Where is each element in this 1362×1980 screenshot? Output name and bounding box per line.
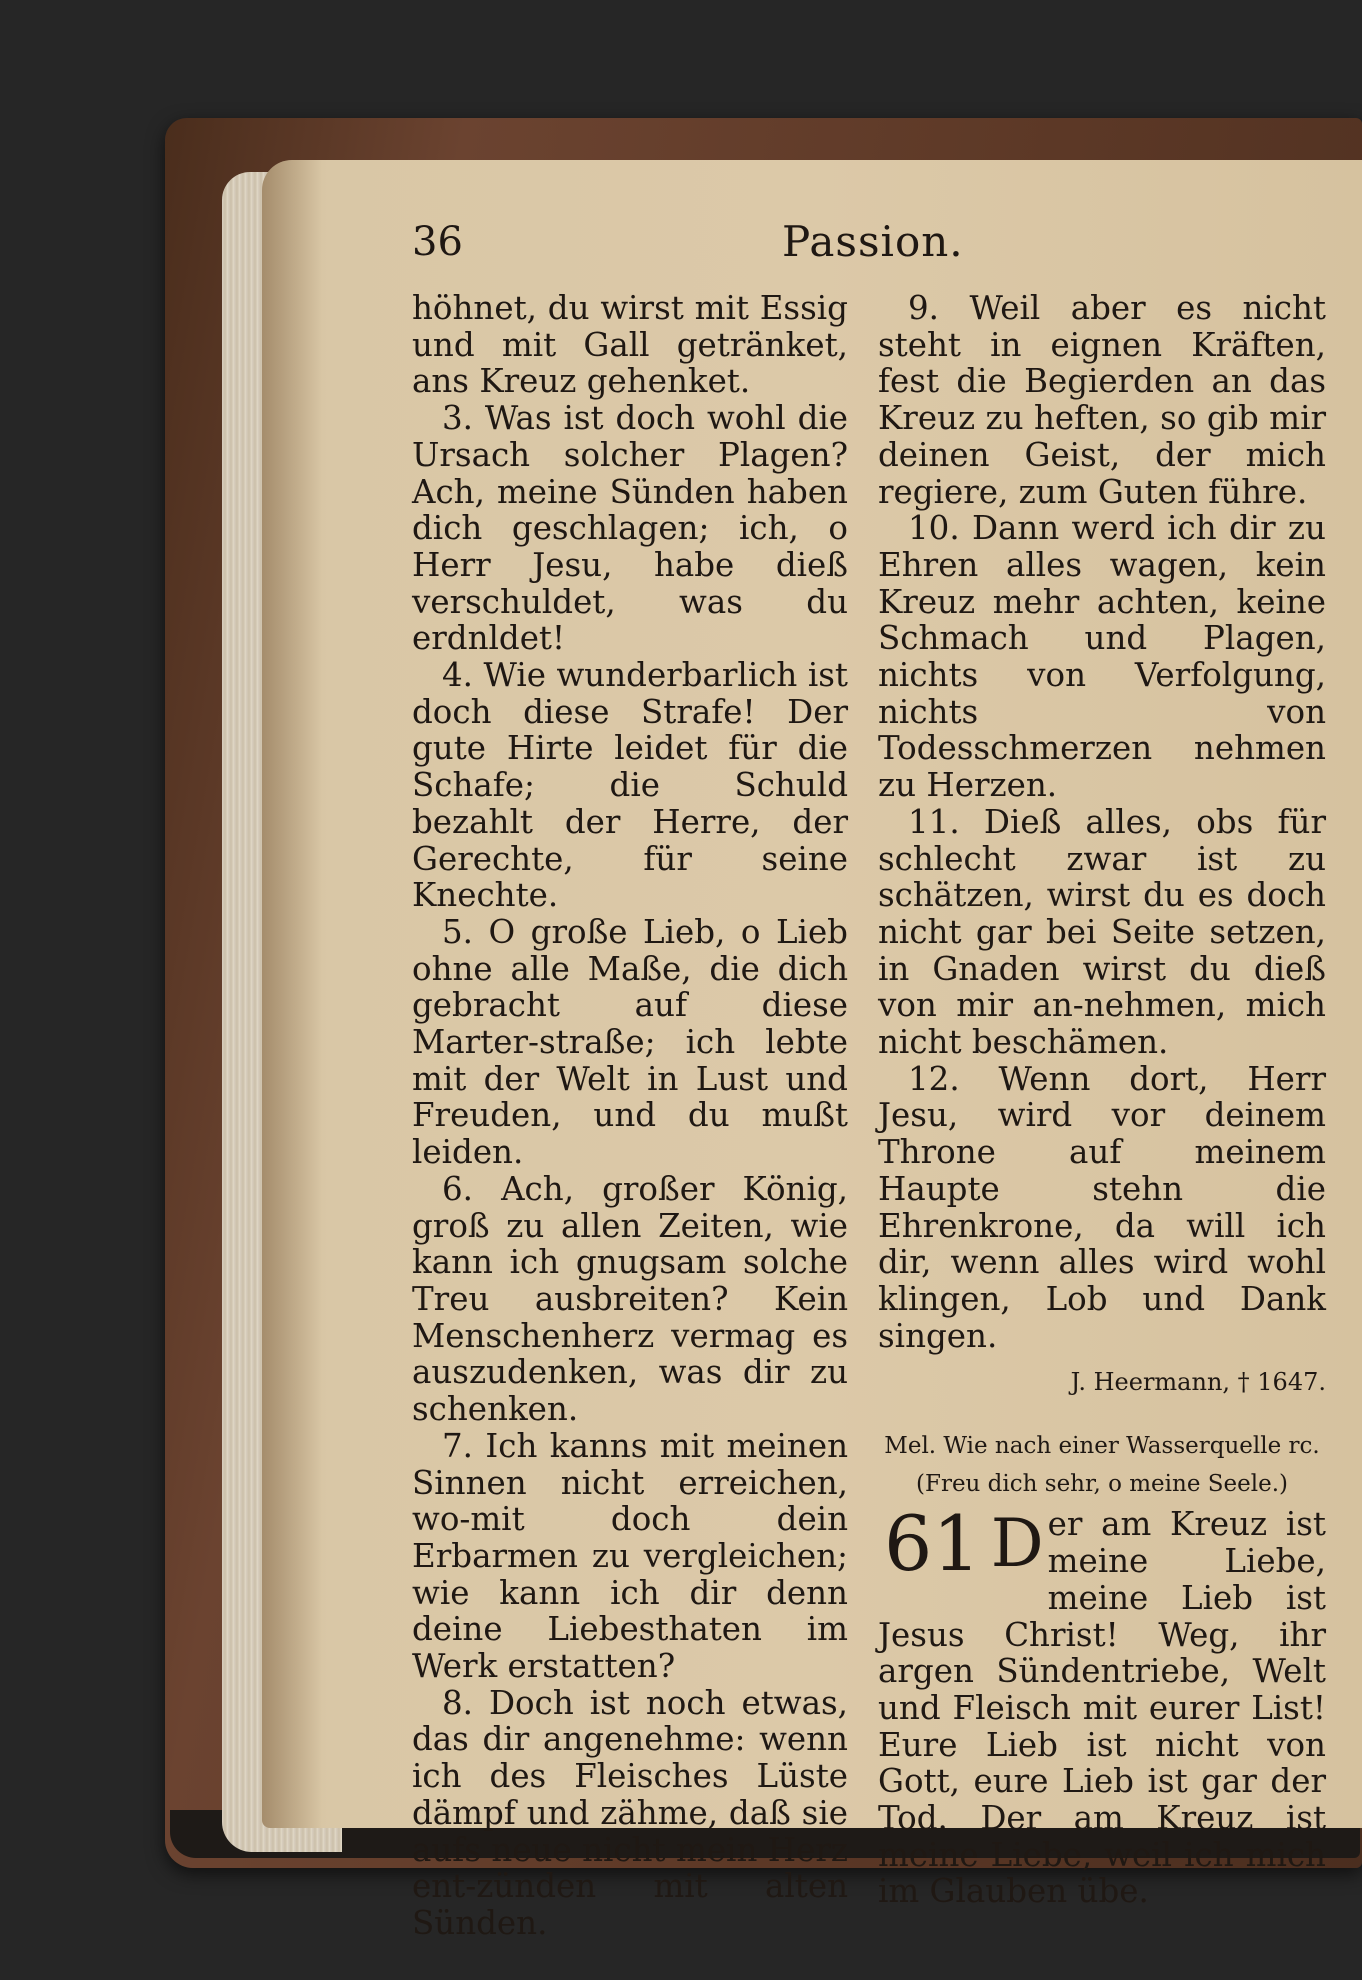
book-page (262, 160, 1362, 1942)
hymn-initial-letter: D (990, 1505, 1044, 1583)
verse-3: 3. Was ist doch wohl die Ursach solcher Plagen? Ach, meine Sünden haben dich geschlagen; ich, o Herr Jesu, habe dieß verschuldet, was du erdnldet! (412, 399, 848, 658)
hymn-61 (878, 1499, 1326, 1911)
verse-5: 5. O große Lieb, o Lieb ohne alle Maße, die dich gebracht auf diese Marter-straße; ich lebte mit der Welt in Lust und Freuden, und du mußt leiden. (412, 912, 848, 1172)
verse-12: 12. Wenn dort, Herr Jesu, wird vor deinem Throne auf meinem Haupte stehn die Ehrenkrone, da will ich dir, wenn alles wird wohl klingen, Lob und Dank singen. (878, 1059, 1326, 1355)
right-column (878, 290, 1326, 1910)
verse-4: 4. Wie wunderbarlich ist doch diese Strafe! Der gute Hirte leidet für die Schafe; die Schuld bezahlt der Herre, der Gerechte, für seine Knechte. (412, 656, 848, 915)
hymn-author: J. Heermann, † 1647. (1070, 1368, 1326, 1397)
page-header (262, 212, 1362, 272)
verse-8: 8. Doch ist noch etwas, das dir angenehme: wenn ich des Fleisches Lüste dämpf und zähme, daß sie aufs neue nicht mein Herz ent-zünden mit alten Sünden. (412, 1683, 848, 1942)
page-number: 36 (412, 219, 463, 265)
melody-line-1: Mel. Wie nach einer Wasserquelle rc. (884, 1433, 1320, 1460)
verse-6: 6. Ach, großer König, groß zu allen Zeiten, wie kann ich gnugsam solche Treu ausbreiten? Kein Menschenherz vermag es auszudenken, was dir zu schenken. (412, 1169, 848, 1429)
verse-9: 9. Weil aber es nicht steht in eignen Kräften, fest die Begierden an das Kreuz zu heften, so gib mir deinen Geist, der mich regiere, zum Guten führe. (878, 289, 1326, 511)
verse-11: 11. Dieß alles, obs für schlecht zwar ist zu schätzen, wirst du es doch nicht gar bei Seite setzen, in Gnaden wirst du dieß von mir an-nehmen, mich nicht beschämen. (878, 802, 1326, 1062)
left-column (412, 290, 848, 1942)
verse-7: 7. Ich kanns mit meinen Sinnen nicht erreichen, wo-mit doch dein Erbarmen zu vergleichen; wie kann ich dir denn deine Liebesthaten im Werk erstatten? (412, 1426, 848, 1686)
running-title: Passion. (782, 217, 964, 266)
hymn-text: er am Kreuz ist meine Liebe, meine Lieb ist Jesus Christ! Weg, ihr argen Sündentriebe, Welt und Fleisch mit eurer List! Eure Lieb ist nicht von Gott, eure Lieb ist gar der Tod. Der am Kreuz ist meine Liebe, weil ich mich im Glauben übe. (878, 1505, 1326, 1911)
hymn-number: 61 (884, 1499, 981, 1589)
melody-line-2: (Freu dich sehr, o meine Seele.) (916, 1471, 1288, 1498)
verse-10: 10. Dann werd ich dir zu Ehren alles wagen, kein Kreuz mehr achten, keine Schmach und Plagen, nichts von Verfolgung, nichts von Todesschmerzen nehmen zu Herzen. (878, 509, 1326, 805)
verse-continuation: höhnet, du wirst mit Essig und mit Gall getränket, ans Kreuz gehenket. (412, 289, 848, 401)
